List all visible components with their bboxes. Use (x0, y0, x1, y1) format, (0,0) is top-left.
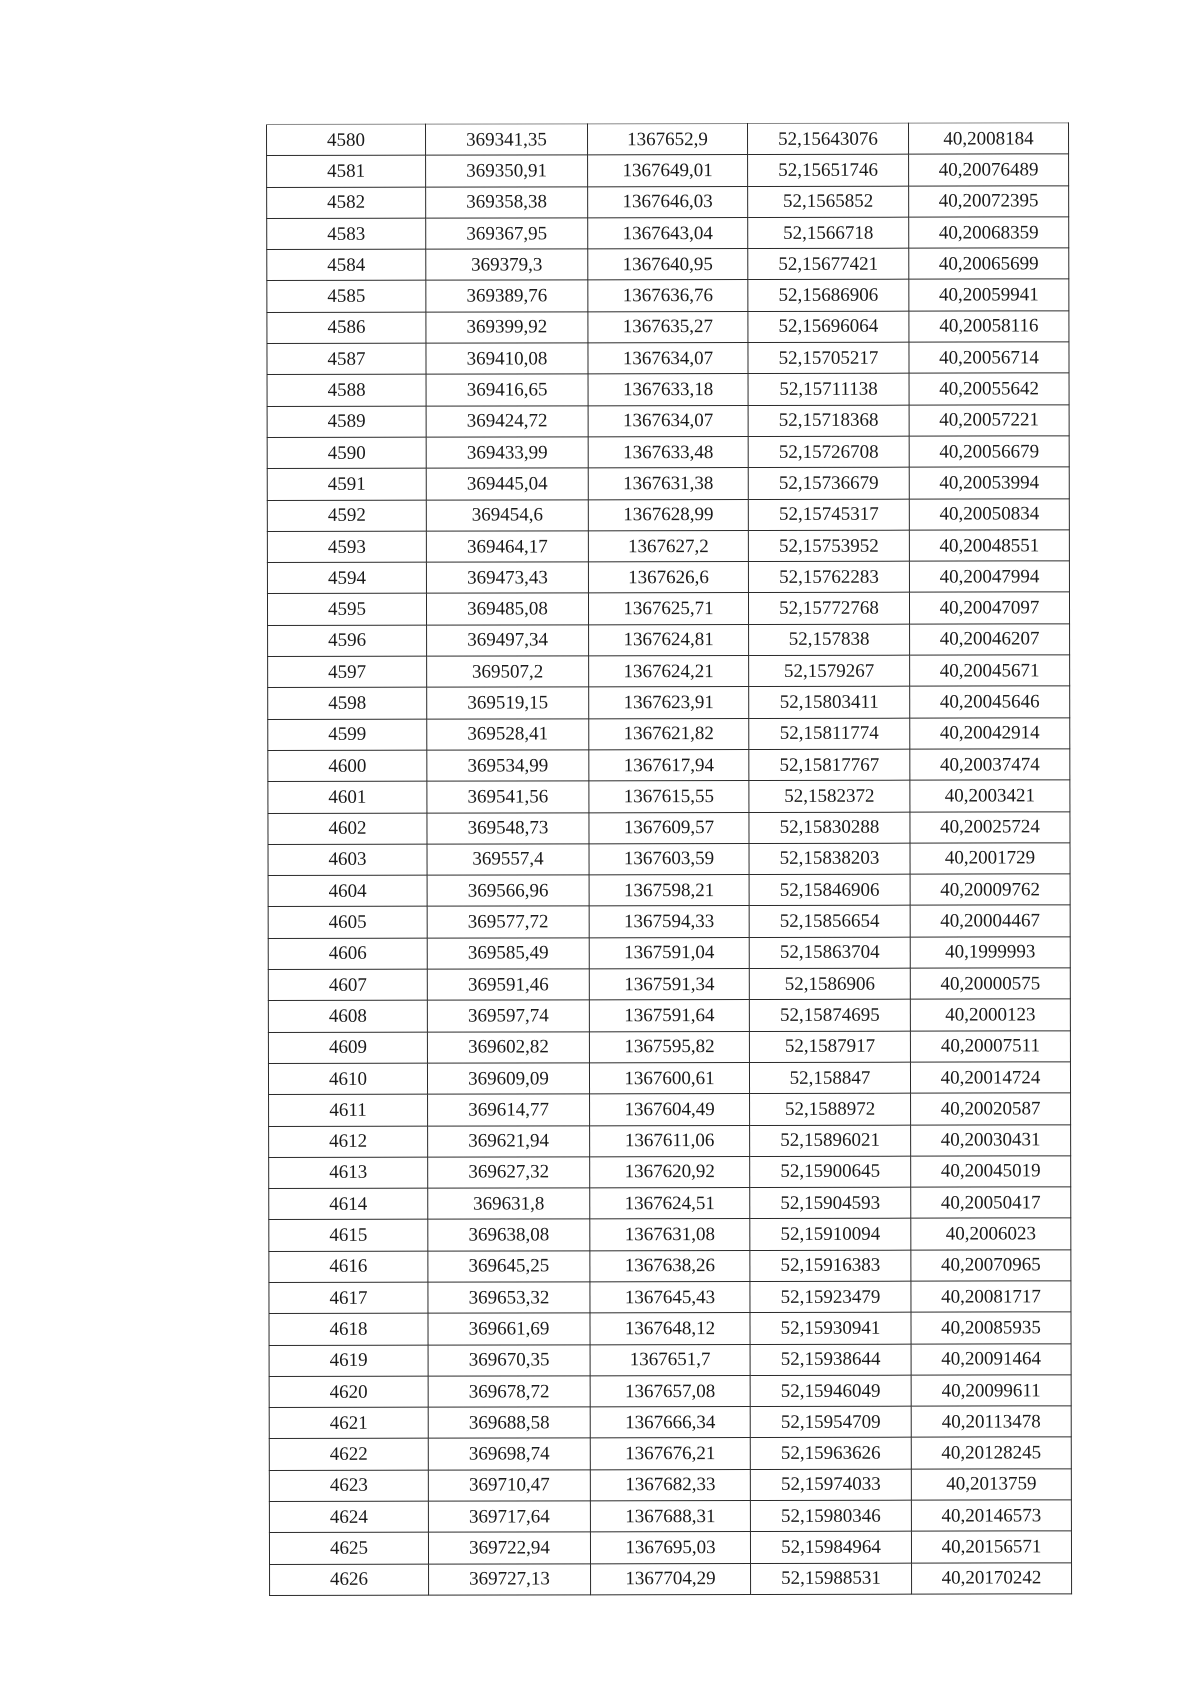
latitude-cell: 52,15846906 (749, 874, 910, 906)
longitude-cell: 40,20091464 (911, 1343, 1071, 1375)
point-number-cell: 4604 (268, 875, 427, 907)
point-number-cell: 4607 (268, 969, 427, 1001)
latitude-cell: 52,15726708 (748, 436, 909, 468)
x-coordinate-cell: 369557,4 (427, 844, 589, 876)
longitude-cell: 40,20057221 (909, 404, 1069, 436)
y-coordinate-cell: 1367682,33 (590, 1469, 750, 1501)
latitude-cell: 52,1587917 (749, 1031, 910, 1063)
latitude-cell: 52,15963626 (750, 1438, 911, 1470)
y-coordinate-cell: 1367594,33 (589, 906, 749, 938)
table-row (268, 999, 1070, 1032)
y-coordinate-cell: 1367617,94 (589, 749, 749, 781)
longitude-cell: 40,20047097 (909, 592, 1069, 624)
latitude-cell: 52,15974033 (750, 1469, 911, 1501)
table-row (268, 624, 1070, 657)
y-coordinate-cell: 1367600,61 (589, 1062, 749, 1094)
y-coordinate-cell: 1367636,76 (588, 280, 748, 312)
point-number-cell: 4589 (267, 406, 426, 438)
x-coordinate-cell: 369473,43 (426, 562, 588, 594)
point-number-cell: 4583 (267, 218, 426, 250)
longitude-cell: 40,20045019 (911, 1156, 1071, 1188)
latitude-cell: 52,15772768 (748, 593, 909, 625)
y-coordinate-cell: 1367640,95 (588, 249, 748, 281)
x-coordinate-cell: 369591,46 (427, 969, 589, 1001)
latitude-cell: 52,15904593 (750, 1187, 911, 1219)
x-coordinate-cell: 369602,82 (427, 1031, 589, 1063)
y-coordinate-cell: 1367604,49 (590, 1094, 750, 1126)
latitude-cell: 52,15856654 (749, 906, 910, 938)
table-row (267, 561, 1069, 594)
longitude-cell: 40,20045646 (910, 686, 1070, 718)
y-coordinate-cell: 1367633,48 (588, 436, 748, 468)
y-coordinate-cell: 1367626,6 (588, 562, 748, 594)
table-row (269, 1281, 1071, 1314)
y-coordinate-cell: 1367603,59 (589, 843, 749, 875)
x-coordinate-cell: 369445,04 (426, 468, 588, 500)
latitude-cell: 52,15838203 (749, 843, 910, 875)
latitude-cell: 52,15718368 (748, 405, 909, 437)
table-row (268, 843, 1070, 876)
x-coordinate-cell: 369688,58 (428, 1407, 590, 1439)
x-coordinate-cell: 369367,95 (426, 218, 588, 250)
point-number-cell: 4621 (269, 1407, 428, 1439)
longitude-cell: 40,20156571 (911, 1531, 1071, 1563)
longitude-cell: 40,2003421 (910, 780, 1070, 812)
longitude-cell: 40,20059941 (909, 279, 1069, 311)
latitude-cell: 52,15811774 (749, 718, 910, 750)
table-row (267, 498, 1069, 531)
y-coordinate-cell: 1367634,07 (588, 405, 748, 437)
x-coordinate-cell: 369454,6 (426, 499, 588, 531)
point-number-cell: 4615 (269, 1220, 428, 1252)
point-number-cell: 4601 (268, 781, 427, 813)
table-row (267, 342, 1069, 375)
point-number-cell: 4581 (267, 155, 426, 187)
x-coordinate-cell: 369519,15 (427, 687, 589, 719)
table-row (269, 1250, 1071, 1283)
x-coordinate-cell: 369609,09 (427, 1063, 589, 1095)
table-row (269, 1437, 1071, 1470)
point-number-cell: 4594 (267, 562, 426, 594)
point-number-cell: 4625 (269, 1533, 428, 1565)
longitude-cell: 40,20085935 (911, 1312, 1071, 1344)
x-coordinate-cell: 369645,25 (428, 1251, 590, 1283)
latitude-cell: 52,15938644 (750, 1344, 911, 1376)
latitude-cell: 52,1588972 (750, 1093, 911, 1125)
longitude-cell: 40,2006023 (911, 1218, 1071, 1250)
longitude-cell: 40,20070965 (911, 1250, 1071, 1282)
longitude-cell: 40,20146573 (911, 1500, 1071, 1532)
table-row (267, 217, 1069, 250)
table-row (268, 968, 1070, 1001)
longitude-cell: 40,20047994 (909, 561, 1069, 593)
point-number-cell: 4584 (267, 249, 426, 281)
table-row (269, 1124, 1071, 1157)
y-coordinate-cell: 1367704,29 (591, 1563, 751, 1595)
latitude-cell: 52,15677421 (748, 248, 909, 280)
latitude-cell: 52,15954709 (750, 1406, 911, 1438)
table-row (269, 1500, 1071, 1533)
y-coordinate-cell: 1367688,31 (590, 1501, 750, 1533)
latitude-cell: 52,15923479 (750, 1281, 911, 1313)
x-coordinate-cell: 369727,13 (429, 1563, 591, 1595)
longitude-cell: 40,20042914 (910, 717, 1070, 749)
point-number-cell: 4602 (268, 813, 427, 845)
y-coordinate-cell: 1367638,26 (590, 1250, 750, 1282)
latitude-cell: 52,15874695 (749, 999, 910, 1031)
x-coordinate-cell: 369631,8 (428, 1188, 590, 1220)
x-coordinate-cell: 369638,08 (428, 1219, 590, 1251)
table-row (267, 123, 1069, 156)
point-number-cell: 4611 (269, 1094, 428, 1126)
point-number-cell: 4596 (268, 625, 427, 657)
point-number-cell: 4588 (267, 375, 426, 407)
point-number-cell: 4597 (268, 656, 427, 688)
point-number-cell: 4600 (268, 750, 427, 782)
x-coordinate-cell: 369627,32 (428, 1157, 590, 1189)
latitude-cell: 52,15696064 (748, 311, 909, 343)
latitude-cell: 52,1582372 (749, 780, 910, 812)
y-coordinate-cell: 1367695,03 (590, 1532, 750, 1564)
table-row (269, 1469, 1071, 1502)
point-number-cell: 4590 (267, 437, 426, 469)
x-coordinate-cell: 369534,99 (427, 750, 589, 782)
latitude-cell: 52,1579267 (749, 655, 910, 687)
y-coordinate-cell: 1367631,38 (588, 468, 748, 500)
point-number-cell: 4591 (267, 468, 426, 500)
point-number-cell: 4624 (269, 1501, 428, 1533)
longitude-cell: 40,20009762 (910, 874, 1070, 906)
y-coordinate-cell: 1367609,57 (589, 812, 749, 844)
longitude-cell: 40,20056679 (909, 436, 1069, 468)
latitude-cell: 52,15643076 (748, 123, 909, 155)
longitude-cell: 40,20025724 (910, 811, 1070, 843)
latitude-cell: 52,15896021 (750, 1125, 911, 1157)
point-number-cell: 4614 (269, 1188, 428, 1220)
longitude-cell: 40,2000123 (910, 999, 1070, 1031)
y-coordinate-cell: 1367611,06 (590, 1125, 750, 1157)
point-number-cell: 4603 (268, 844, 427, 876)
y-coordinate-cell: 1367649,01 (588, 155, 748, 187)
x-coordinate-cell: 369528,41 (427, 718, 589, 750)
table-row (269, 1343, 1071, 1376)
longitude-cell: 40,20058116 (909, 311, 1069, 343)
longitude-cell: 40,2001729 (910, 843, 1070, 875)
longitude-cell: 40,20037474 (910, 749, 1070, 781)
y-coordinate-cell: 1367591,34 (589, 969, 749, 1001)
longitude-cell: 40,20045671 (910, 655, 1070, 687)
table-row (268, 749, 1070, 782)
point-number-cell: 4606 (268, 938, 427, 970)
x-coordinate-cell: 369485,08 (426, 593, 588, 625)
x-coordinate-cell: 369541,56 (427, 781, 589, 813)
longitude-cell: 40,20053994 (909, 467, 1069, 499)
table-row (269, 1312, 1071, 1345)
y-coordinate-cell: 1367666,34 (590, 1407, 750, 1439)
table-row (269, 1375, 1071, 1408)
table-row (267, 404, 1069, 437)
x-coordinate-cell: 369717,64 (428, 1501, 590, 1533)
latitude-cell: 52,15762283 (748, 561, 909, 593)
table-row (269, 1406, 1071, 1439)
latitude-cell: 52,15910094 (750, 1219, 911, 1251)
x-coordinate-cell: 369597,74 (427, 1000, 589, 1032)
table-row (267, 279, 1069, 312)
latitude-cell: 52,15651746 (748, 154, 909, 186)
y-coordinate-cell: 1367624,51 (590, 1188, 750, 1220)
longitude-cell: 40,20113478 (911, 1406, 1071, 1438)
x-coordinate-cell: 369585,49 (427, 938, 589, 970)
x-coordinate-cell: 369350,91 (426, 155, 588, 187)
y-coordinate-cell: 1367591,04 (589, 937, 749, 969)
y-coordinate-cell: 1367623,91 (589, 687, 749, 719)
y-coordinate-cell: 1367635,27 (588, 311, 748, 343)
y-coordinate-cell: 1367615,55 (589, 781, 749, 813)
point-number-cell: 4610 (268, 1063, 427, 1095)
point-number-cell: 4626 (270, 1564, 429, 1596)
y-coordinate-cell: 1367645,43 (590, 1281, 750, 1313)
table-row (267, 154, 1069, 187)
longitude-cell: 40,20065699 (909, 248, 1069, 280)
point-number-cell: 4612 (269, 1126, 428, 1158)
table-row (267, 436, 1069, 469)
latitude-cell: 52,15817767 (749, 749, 910, 781)
table-row (268, 874, 1070, 907)
table-row (269, 1218, 1071, 1251)
x-coordinate-cell: 369497,34 (427, 625, 589, 657)
x-coordinate-cell: 369464,17 (426, 531, 588, 563)
point-number-cell: 4620 (269, 1376, 428, 1408)
longitude-cell: 40,20056714 (909, 342, 1069, 374)
x-coordinate-cell: 369389,76 (426, 280, 588, 312)
x-coordinate-cell: 369410,08 (426, 343, 588, 375)
point-number-cell: 4582 (267, 187, 426, 219)
y-coordinate-cell: 1367620,92 (590, 1156, 750, 1188)
x-coordinate-cell: 369614,77 (428, 1094, 590, 1126)
table-row (267, 248, 1069, 281)
longitude-cell: 40,20099611 (911, 1375, 1071, 1407)
y-coordinate-cell: 1367628,99 (588, 499, 748, 531)
y-coordinate-cell: 1367643,04 (588, 217, 748, 249)
latitude-cell: 52,1586906 (749, 968, 910, 1000)
latitude-cell: 52,15980346 (750, 1500, 911, 1532)
table-row (267, 530, 1069, 563)
point-number-cell: 4595 (267, 594, 426, 626)
longitude-cell: 40,20081717 (911, 1281, 1071, 1313)
point-number-cell: 4613 (269, 1157, 428, 1189)
y-coordinate-cell: 1367598,21 (589, 875, 749, 907)
x-coordinate-cell: 369358,38 (426, 186, 588, 218)
table-row (267, 592, 1069, 625)
y-coordinate-cell: 1367651,7 (590, 1344, 750, 1376)
table-row (268, 686, 1070, 719)
longitude-cell: 40,20170242 (912, 1562, 1072, 1594)
point-number-cell: 4609 (268, 1032, 427, 1064)
x-coordinate-cell: 369698,74 (428, 1438, 590, 1470)
y-coordinate-cell: 1367652,9 (588, 123, 748, 155)
latitude-cell: 52,157838 (749, 624, 910, 656)
table-row (267, 185, 1069, 218)
point-number-cell: 4616 (269, 1251, 428, 1283)
table-row (268, 937, 1070, 970)
x-coordinate-cell: 369507,2 (427, 656, 589, 688)
y-coordinate-cell: 1367646,03 (588, 186, 748, 218)
longitude-cell: 40,20004467 (910, 905, 1070, 937)
y-coordinate-cell: 1367633,18 (588, 374, 748, 406)
longitude-cell: 40,20014724 (910, 1062, 1070, 1094)
y-coordinate-cell: 1367591,64 (589, 1000, 749, 1032)
point-number-cell: 4586 (267, 312, 426, 344)
table-row (269, 1531, 1071, 1564)
latitude-cell: 52,158847 (749, 1062, 910, 1094)
longitude-cell: 40,20020587 (911, 1093, 1071, 1125)
latitude-cell: 52,15705217 (748, 342, 909, 374)
longitude-cell: 40,20046207 (910, 624, 1070, 656)
coordinates-table-body (267, 123, 1072, 1596)
y-coordinate-cell: 1367627,2 (588, 530, 748, 562)
x-coordinate-cell: 369661,69 (428, 1313, 590, 1345)
longitude-cell: 40,20000575 (910, 968, 1070, 1000)
latitude-cell: 52,15830288 (749, 812, 910, 844)
latitude-cell: 52,15984964 (750, 1532, 911, 1564)
point-number-cell: 4598 (268, 688, 427, 720)
coordinates-table (266, 122, 1072, 1596)
table-row (267, 311, 1069, 344)
point-number-cell: 4605 (268, 907, 427, 939)
point-number-cell: 4623 (269, 1470, 428, 1502)
x-coordinate-cell: 369710,47 (428, 1470, 590, 1502)
x-coordinate-cell: 369433,99 (426, 437, 588, 469)
longitude-cell: 40,20007511 (910, 1030, 1070, 1062)
x-coordinate-cell: 369566,96 (427, 875, 589, 907)
table-row (268, 717, 1070, 750)
longitude-cell: 40,20128245 (911, 1437, 1071, 1469)
point-number-cell: 4592 (267, 500, 426, 532)
latitude-cell: 52,15900645 (750, 1156, 911, 1188)
x-coordinate-cell: 369621,94 (428, 1125, 590, 1157)
latitude-cell: 52,15946049 (750, 1375, 911, 1407)
y-coordinate-cell: 1367676,21 (590, 1438, 750, 1470)
longitude-cell: 40,20050834 (909, 498, 1069, 530)
y-coordinate-cell: 1367634,07 (588, 343, 748, 375)
latitude-cell: 52,15930941 (750, 1312, 911, 1344)
x-coordinate-cell: 369678,72 (428, 1376, 590, 1408)
table-row (268, 811, 1070, 844)
latitude-cell: 52,15803411 (749, 686, 910, 718)
y-coordinate-cell: 1367621,82 (589, 718, 749, 750)
latitude-cell: 52,1565852 (748, 186, 909, 218)
point-number-cell: 4599 (268, 719, 427, 751)
point-number-cell: 4618 (269, 1313, 428, 1345)
y-coordinate-cell: 1367657,08 (590, 1375, 750, 1407)
x-coordinate-cell: 369424,72 (426, 405, 588, 437)
table-row (268, 780, 1070, 813)
longitude-cell: 40,20050417 (911, 1187, 1071, 1219)
latitude-cell: 52,15753952 (748, 530, 909, 562)
point-number-cell: 4608 (268, 1000, 427, 1032)
point-number-cell: 4593 (267, 531, 426, 563)
longitude-cell: 40,1999993 (910, 937, 1070, 969)
point-number-cell: 4619 (269, 1345, 428, 1377)
longitude-cell: 40,2013759 (911, 1469, 1071, 1501)
table-row (268, 655, 1070, 688)
table-row (270, 1562, 1072, 1595)
latitude-cell: 52,15916383 (750, 1250, 911, 1282)
latitude-cell: 52,15736679 (748, 467, 909, 499)
x-coordinate-cell: 369416,65 (426, 374, 588, 406)
longitude-cell: 40,20068359 (909, 217, 1069, 249)
latitude-cell: 52,15863704 (749, 937, 910, 969)
y-coordinate-cell: 1367631,08 (590, 1219, 750, 1251)
table-row (268, 905, 1070, 938)
y-coordinate-cell: 1367595,82 (589, 1031, 749, 1063)
point-number-cell: 4580 (267, 124, 426, 156)
x-coordinate-cell: 369341,35 (426, 124, 588, 156)
longitude-cell: 40,20030431 (911, 1124, 1071, 1156)
latitude-cell: 52,15686906 (748, 280, 909, 312)
x-coordinate-cell: 369670,35 (428, 1344, 590, 1376)
latitude-cell: 52,1566718 (748, 217, 909, 249)
longitude-cell: 40,20072395 (909, 185, 1069, 217)
point-number-cell: 4622 (269, 1439, 428, 1471)
point-number-cell: 4587 (267, 343, 426, 375)
x-coordinate-cell: 369399,92 (426, 312, 588, 344)
x-coordinate-cell: 369653,32 (428, 1282, 590, 1314)
x-coordinate-cell: 369722,94 (428, 1532, 590, 1564)
longitude-cell: 40,20055642 (909, 373, 1069, 405)
x-coordinate-cell: 369379,3 (426, 249, 588, 281)
table-row (267, 373, 1069, 406)
latitude-cell: 52,15745317 (748, 499, 909, 531)
x-coordinate-cell: 369548,73 (427, 812, 589, 844)
table-row (268, 1062, 1070, 1095)
table-row (267, 467, 1069, 500)
y-coordinate-cell: 1367648,12 (590, 1313, 750, 1345)
y-coordinate-cell: 1367624,21 (589, 656, 749, 688)
x-coordinate-cell: 369577,72 (427, 906, 589, 938)
longitude-cell: 40,2008184 (908, 123, 1068, 155)
point-number-cell: 4617 (269, 1282, 428, 1314)
longitude-cell: 40,20048551 (909, 530, 1069, 562)
latitude-cell: 52,15711138 (748, 374, 909, 406)
table-row (269, 1093, 1071, 1126)
y-coordinate-cell: 1367625,71 (588, 593, 748, 625)
point-number-cell: 4585 (267, 281, 426, 313)
table-row (269, 1187, 1071, 1220)
latitude-cell: 52,15988531 (751, 1563, 912, 1595)
longitude-cell: 40,20076489 (909, 154, 1069, 186)
y-coordinate-cell: 1367624,81 (589, 624, 749, 656)
table-row (268, 1030, 1070, 1063)
table-row (269, 1156, 1071, 1189)
